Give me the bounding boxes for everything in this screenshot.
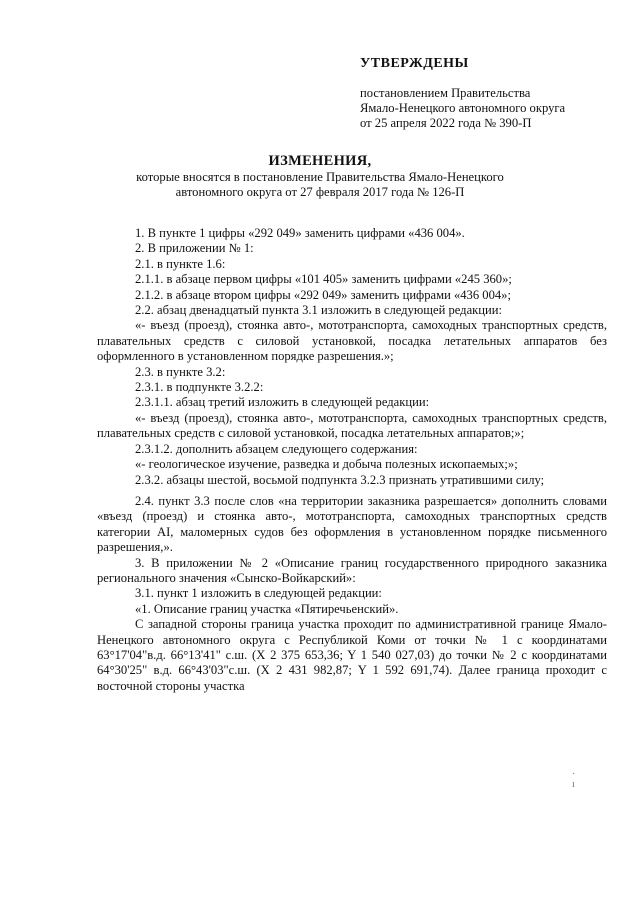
- document-title: ИЗМЕНЕНИЯ,: [268, 153, 372, 169]
- approval-line-3: от 25 апреля 2022 года № 390-П: [360, 116, 532, 130]
- document-body: [97, 226, 607, 694]
- paragraph-2-1-2: 2.1.2. в абзаце втором цифры «292 049» заменить цифрами «436 004»;: [135, 287, 511, 302]
- paragraph-3-1: 3.1. пункт 1 изложить в следующей редакции:: [135, 586, 382, 601]
- paragraph-2-1-1: 2.1.1. в абзаце первом цифры «101 405» заменить цифрами «245 360»;: [135, 272, 512, 287]
- quote-entry-2: «- въезд (проезд), стоянка авто-, мототранспорта, самоходных транспортных средств, плавательных средств с силовой установкой, посадка летательных аппаратов;»;: [97, 410, 607, 441]
- quote-entry-4: «1. Описание границ участка «Пятиречьенский».: [135, 601, 399, 616]
- document-heading: [0, 153, 640, 200]
- approved-heading: УТВЕРЖДЕНЫ: [360, 56, 469, 71]
- boundary-description: С западной стороны граница участка проходит по административной границе Ямало-Ненецкого автономного округа с Республикой Коми от точки № 1 с координатами 63°17'04"в.д. 66°13'41" с.ш. (X 2 375 653,36; Y 1 540 027,03) до точки № 2 с координатами 64°30'25" в.д. 66°43'03"с.ш. (X 2 431 982,87; Y 1 592 691,74). Далее граница проходит с восточной стороны участка: [97, 617, 607, 693]
- paragraph-3: 3. В приложении № 2 «Описание границ государственного природного заказника регионального значения «Сынско-Войкарский»:: [97, 555, 607, 585]
- document-subtitle-line-2: автономного округа от 27 февраля 2017 года № 126-П: [175, 185, 465, 199]
- paragraph-2-3: 2.3. в пункте 3.2:: [135, 364, 226, 379]
- scan-mark-2: ı: [572, 779, 575, 790]
- paragraph-2-4: 2.4. пункт 3.3 после слов «на территории заказника разрешается» дополнить словами «въезд (проезд) и стоянка авто-, мототранспорта, самоходных транспортных средств категории AI, маломерных судов без оформления в установленном порядке письменного разрешения,».: [97, 493, 607, 555]
- paragraph-2-2: 2.2. абзац двенадцатый пункта 3.1 изложить в следующей редакции:: [135, 303, 503, 318]
- scan-artifact-marks: [572, 770, 575, 790]
- paragraph-2-3-2: 2.3.2. абзацы шестой, восьмой подпункта 3.2.3 признать утратившими силу;: [135, 472, 545, 487]
- approval-stamp-block: [360, 56, 620, 131]
- paragraph-2-3-1-2: 2.3.1.2. дополнить абзацем следующего содержания:: [135, 441, 418, 456]
- paragraph-2-3-1-1: 2.3.1.1. абзац третий изложить в следующей редакции:: [135, 395, 430, 410]
- paragraph-2: 2. В приложении № 1:: [135, 241, 254, 256]
- paragraph-2-1: 2.1. в пункте 1.6:: [135, 256, 226, 271]
- quote-entry-3: «- геологическое изучение, разведка и добыча полезных ископаемых;»;: [135, 457, 518, 472]
- paragraph-2-3-1: 2.3.1. в подпункте 3.2.2:: [135, 380, 264, 395]
- approval-line-2: Ямало-Ненецкого автономного округа: [360, 101, 566, 115]
- approval-line-1: постановлением Правительства: [360, 86, 531, 100]
- scan-mark-1: ·: [572, 769, 576, 780]
- quote-entry-1: «- въезд (проезд), стоянка авто-, мототранспорта, самоходных транспортных средств, плавательных средств с силовой установкой, посадка летательных аппаратов без оформленного в установленном порядке разрешения.»;: [97, 318, 607, 364]
- document-subtitle-line-1: которые вносятся в постановление Правительства Ямало-Ненецкого: [136, 170, 504, 184]
- paragraph-1: 1. В пункте 1 цифры «292 049» заменить цифрами «436 004».: [135, 226, 465, 240]
